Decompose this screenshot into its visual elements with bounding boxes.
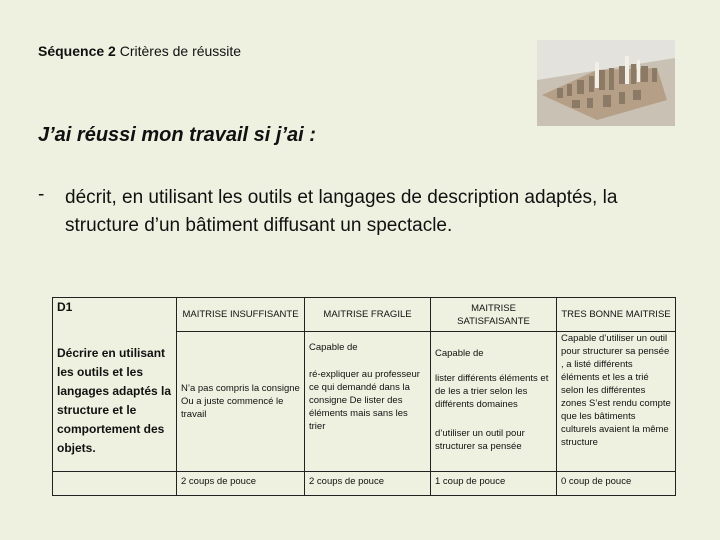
header-satisfaisante: MAITRISE SATISFAISANTE	[431, 298, 557, 332]
score-satisfaisante: 1 coup de pouce	[431, 472, 557, 496]
cell-insuffisante: N’a pas compris la consigne Ou a juste commencé le travail	[177, 332, 305, 472]
fragile-body: ré-expliquer au professeur ce qui demandé dans la consigne De lister des éléments mais sans les trier	[309, 369, 420, 432]
table-corner	[53, 298, 177, 332]
criteria-table	[52, 297, 676, 496]
satisfaisante-intro: Capable de	[435, 348, 484, 359]
sequence-number: Séquence 2	[38, 43, 116, 59]
header-tres-bonne: TRES BONNE MAITRISE	[557, 298, 676, 332]
score-empty-cell	[53, 472, 177, 496]
page-title: J’ai réussi mon travail si j’ai :	[38, 124, 316, 146]
cell-satisfaisante	[431, 332, 557, 472]
satisfaisante-line2: d’utiliser un outil pour structurer sa pensée	[435, 428, 525, 452]
satisfaisante-line1: lister différents éléments et de les a trier selon les différents domaines	[435, 373, 549, 410]
sequence-subtitle: Critères de réussite	[119, 43, 242, 59]
criterion-cell	[53, 332, 177, 472]
cell-tres-bonne: Capable d’utiliser un outil pour structurer sa pensée , a listé différents éléments et les a trié selon les différentes zones S’est rendu compte que les bâtiments culturels avaient la même structure	[557, 332, 676, 472]
fragile-intro: Capable de	[309, 342, 358, 353]
header-fragile: MAITRISE FRAGILE	[305, 298, 431, 332]
domain-label: D1	[57, 300, 73, 314]
bullet-dash: -	[38, 184, 45, 205]
bullet-text: décrit, en utilisant les outils et langages de description adaptés, la structure d’un bâtiment diffusant un spectacle.	[65, 187, 618, 236]
score-fragile: 2 coups de pouce	[305, 472, 431, 496]
city-model-photo	[537, 40, 675, 126]
header-insuffisante: MAITRISE INSUFFISANTE	[177, 298, 305, 332]
score-tres-bonne: 0 coup de pouce	[557, 472, 676, 496]
cell-fragile	[305, 332, 431, 472]
sequence-header	[38, 43, 241, 59]
criterion-text: Décrire en utilisant les outils et les langages adaptés la structure et le comportement des objets.	[57, 346, 172, 456]
score-insuffisante: 2 coups de pouce	[177, 472, 305, 496]
